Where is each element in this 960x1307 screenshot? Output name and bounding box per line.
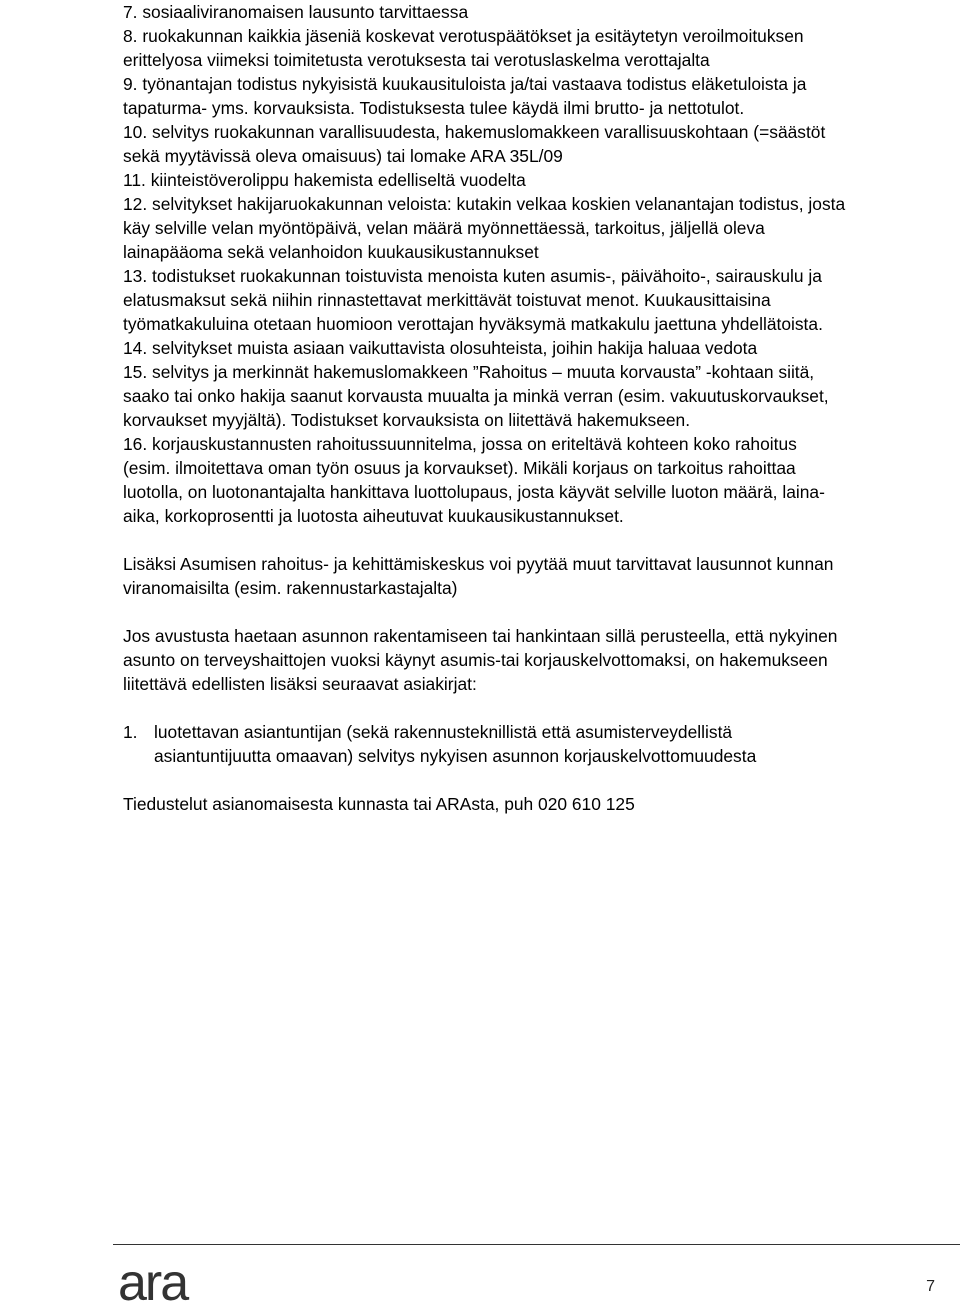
list-item-number: 9. xyxy=(123,74,138,94)
requirements-list xyxy=(123,0,848,528)
list-item-number: 8. xyxy=(123,26,138,46)
spacer xyxy=(123,768,848,792)
list-item-15 xyxy=(123,360,848,432)
list-item-text: selvitys ja merkinnät hakemuslomakkeen ”Rahoitus – muuta korvausta” -kohtaan siitä, saako tai onko hakija saanut korvausta muualta ja minkä verran (esim. vakuutuskorvaukset, korvaukset myyjältä). Todistukset korvauksista on liitettävä hakemukseen. xyxy=(123,362,829,430)
ara-logo xyxy=(118,1262,198,1306)
numbered-item-text: luotettavan asiantuntijan (sekä rakennusteknillistä että asumisterveydellistä asiantuntijuutta omaavan) selvitys nykyisen asunnon korjauskelvottomuudesta xyxy=(154,722,757,766)
ara-logo-text: ara xyxy=(118,1262,188,1306)
list-item-text: korjauskustannusten rahoitussuunnitelma, jossa on eriteltävä kohteen koko rahoitus (esim. ilmoitettava oman työn osuus ja korvaukset). Mikäli korjaus on tarkoitus rahoittaa luotolla, on luotonantajalta hankittava luottolupaus, josta käyvät selville luoton määrä, laina-aika, korkoprosentti ja luotosta aiheutuvat kuukausikustannukset. xyxy=(123,434,825,526)
list-item-13 xyxy=(123,264,848,336)
list-item-9 xyxy=(123,72,848,120)
list-item-number: 13. xyxy=(123,266,148,286)
list-item-text: selvitykset hakijaruokakunnan veloista: kutakin velkaa koskien velanantajan todistus, josta käy selville velan myöntöpäivä, velan määrä myönnettäessä, tarkoitus, jäljellä oleva lainapääoma sekä velanhoidon kuukausikustannukset xyxy=(123,194,846,262)
list-item-16 xyxy=(123,432,848,528)
contact-info: Tiedustelut asianomaisesta kunnasta tai ARAsta, puh 020 610 125 xyxy=(123,794,635,814)
list-item-text: ruokakunnan kaikkia jäseniä koskevat verotuspäätökset ja esitäytetyn veroilmoituksen erittelyosa viimeksi toimitetusta verotuksesta tai verotuslaskelma verottajalta xyxy=(123,26,804,70)
spacer xyxy=(123,528,848,552)
spacer xyxy=(123,696,848,720)
list-item-number: 15. xyxy=(123,362,148,382)
list-item-number: 16. xyxy=(123,434,148,454)
footer-divider xyxy=(113,1244,960,1245)
numbered-item-number: 1. xyxy=(123,722,138,742)
list-item-number: 10. xyxy=(123,122,148,142)
list-item-text: todistukset ruokakunnan toistuvista menoista kuten asumis-, päivähoito-, sairauskulu ja elatusmaksut sekä niihin rinnastettavat merkittävät toistuvat menot. Kuukausittaisina työmatkakuluina otetaan huomioon verottajan hyväksymä matkakulu jaettuna yhdellätoista. xyxy=(123,266,823,334)
list-item-text: selvitykset muista asiaan vaikuttavista olosuhteista, joihin hakija haluaa vedota xyxy=(152,338,758,358)
numbered-item-1 xyxy=(123,720,848,768)
additional-statements-paragraph: Lisäksi Asumisen rahoitus- ja kehittämiskeskus voi pyytää muut tarvittavat lausunnot kunnan viranomaisilta (esim. rakennustarkastajalta) xyxy=(123,554,834,598)
list-item-text: selvitys ruokakunnan varallisuudesta, hakemuslomakkeen varallisuuskohtaan (=säästöt sekä myytävissä oleva omaisuus) tai lomake ARA 35L/09 xyxy=(123,122,826,166)
list-item-text: sosiaaliviranomaisen lausunto tarvittaessa xyxy=(142,2,469,22)
list-item-number: 7. xyxy=(123,2,138,22)
list-item-11 xyxy=(123,168,848,192)
document-body xyxy=(123,0,848,816)
spacer xyxy=(123,600,848,624)
list-item-7 xyxy=(123,0,848,24)
list-item-10 xyxy=(123,120,848,168)
list-item-8 xyxy=(123,24,848,72)
list-item-14 xyxy=(123,336,848,360)
list-item-12 xyxy=(123,192,848,264)
list-item-text: kiinteistöverolippu hakemista edelliseltä vuodelta xyxy=(150,170,526,190)
list-item-number: 14. xyxy=(123,338,148,358)
list-item-number: 11. xyxy=(123,170,146,190)
list-item-number: 12. xyxy=(123,194,148,214)
page-number: 7 xyxy=(926,1278,935,1295)
unfit-dwelling-paragraph: Jos avustusta haetaan asunnon rakentamiseen tai hankintaan sillä perusteella, että nykyinen asunto on terveyshaittojen vuoksi käynyt asumis-tai korjauskelvottomaksi, on hakemukseen liitettävä edellisten lisäksi seuraavat asiakirjat: xyxy=(123,626,838,694)
list-item-text: työnantajan todistus nykyisistä kuukausituloista ja/tai vastaava todistus eläketuloista ja tapaturma- yms. korvauksista. Todistuksesta tulee käydä ilmi brutto- ja nettotulot. xyxy=(123,74,807,118)
